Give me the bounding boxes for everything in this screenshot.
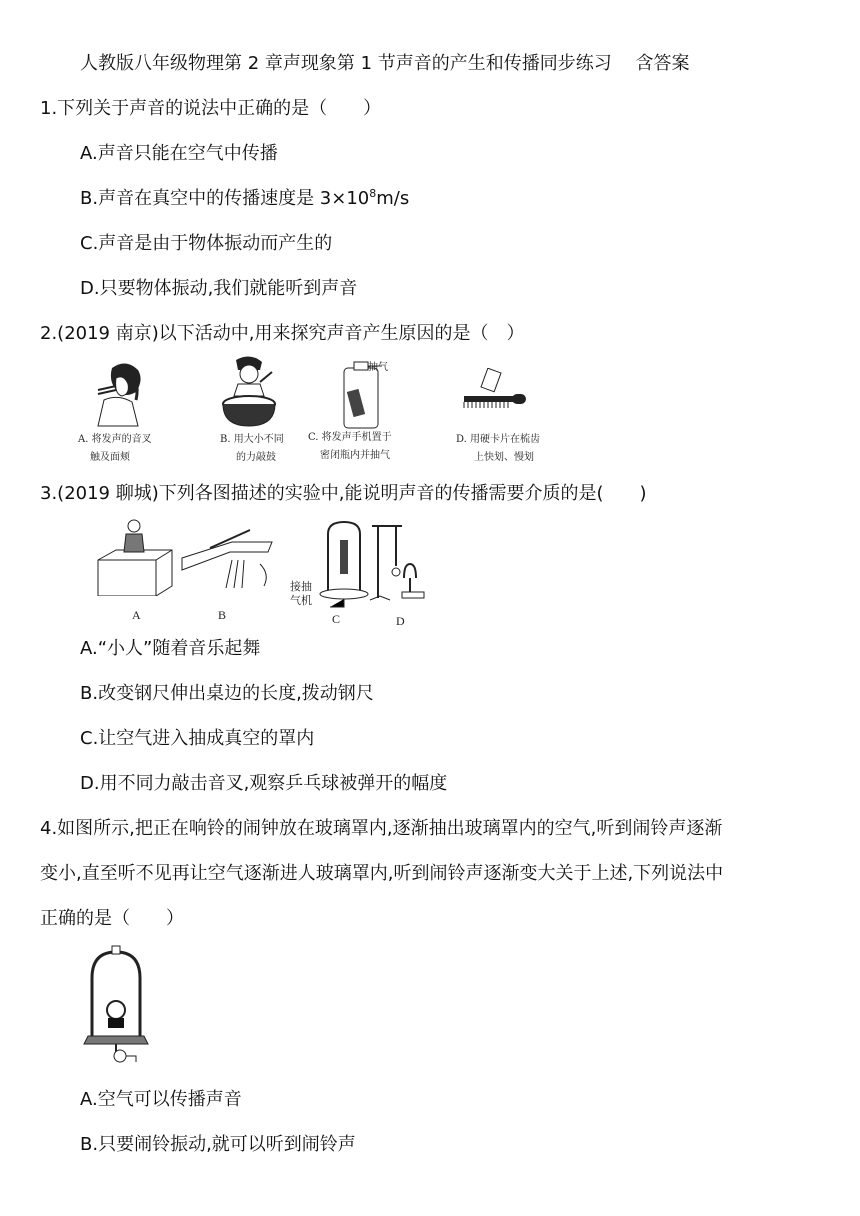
figure-caption-c-1: C. 将发声手机置于 (308, 432, 392, 443)
dancing-figure-box-illustration (92, 512, 178, 596)
figure-caption-c-2: 密闭瓶内并抽气 (320, 450, 390, 461)
tuning-fork-stand-illustration (368, 516, 438, 608)
question-1-option-a: A.声音只能在空气中传播 (80, 143, 278, 164)
ruler-table-illustration (180, 520, 280, 600)
question-3-option-d: D.用不同力敲击音叉,观察乒乓球被弹开的幅度 (80, 773, 448, 794)
bell-jar-pump-illustration (314, 512, 376, 612)
question-3-figure (92, 512, 442, 630)
girl-tuning-fork-illustration (90, 360, 150, 428)
question-1-option-c: C.声音是由于物体振动而产生的 (80, 233, 333, 254)
pump-label-1: 接抽 (290, 580, 312, 593)
boy-drum-illustration (216, 354, 282, 430)
figure-label-b: B (218, 608, 227, 622)
figure-caption-d-2: 上快划、慢划 (474, 452, 534, 463)
pump-label-2: 气机 (290, 594, 312, 607)
comb-card-illustration (460, 368, 530, 418)
question-4-stem-line-2: 变小,直至听不见再让空气逐渐进人玻璃罩内,听到闹铃声逐渐变大关于上述,下列说法中 (40, 863, 724, 884)
question-2-stem: 2.(2019 南京)以下活动中,用来探究声音产生原因的是（ ） (40, 323, 525, 344)
figure-label-c: C (332, 612, 341, 626)
figure-label-a: A (132, 608, 141, 622)
question-4-option-a: A.空气可以传播声音 (80, 1089, 242, 1110)
question-3-stem: 3.(2019 聊城)下列各图描述的实验中,能说明声音的传播需要介质的是( ) (40, 483, 647, 504)
unit: m/s (376, 188, 410, 209)
question-4-option-b: B.只要闹铃振动,就可以听到闹铃声 (80, 1134, 356, 1155)
question-2-figure (76, 352, 546, 472)
question-4-stem-line-3: 正确的是（ ） (40, 908, 184, 929)
figure-caption-b-2: 的力敲鼓 (236, 452, 276, 463)
figure-label-d: D (396, 614, 405, 628)
figure-caption-a-2: 触及面颊 (90, 452, 130, 463)
question-3-option-b: B.改变钢尺伸出桌边的长度,拨动钢尺 (80, 683, 374, 704)
figure-caption-d-1: D. 用硬卡片在梳齿 (456, 434, 541, 445)
question-1-option-b (80, 187, 409, 211)
question-3-option-c: C.让空气进入抽成真空的罩内 (80, 728, 315, 749)
question-1-stem: 1.下列关于声音的说法中正确的是（ ） (40, 98, 382, 119)
option-b-text: B.声音在真空中的传播速度是 3×10 (80, 188, 370, 209)
pump-label: 抽气 (368, 362, 388, 373)
figure-caption-a-1: A. 将发声的音叉 (78, 434, 152, 445)
question-1-option-d: D.只要物体振动,我们就能听到声音 (80, 278, 358, 299)
exponent: 8 (369, 187, 377, 200)
page-title: 人教版八年级物理第 2 章声现象第 1 节声音的产生和传播同步练习 含答案 (80, 53, 690, 74)
figure-caption-b-1: B. 用大小不同 (220, 434, 284, 445)
question-3-option-a: A.“小人”随着音乐起舞 (80, 638, 261, 659)
question-4-stem-line-1: 4.如图所示,把正在响铃的闹钟放在玻璃罩内,逐渐抽出玻璃罩内的空气,听到闹铃声逐渐 (40, 818, 723, 839)
bell-jar-alarm-clock-illustration (80, 944, 152, 1070)
